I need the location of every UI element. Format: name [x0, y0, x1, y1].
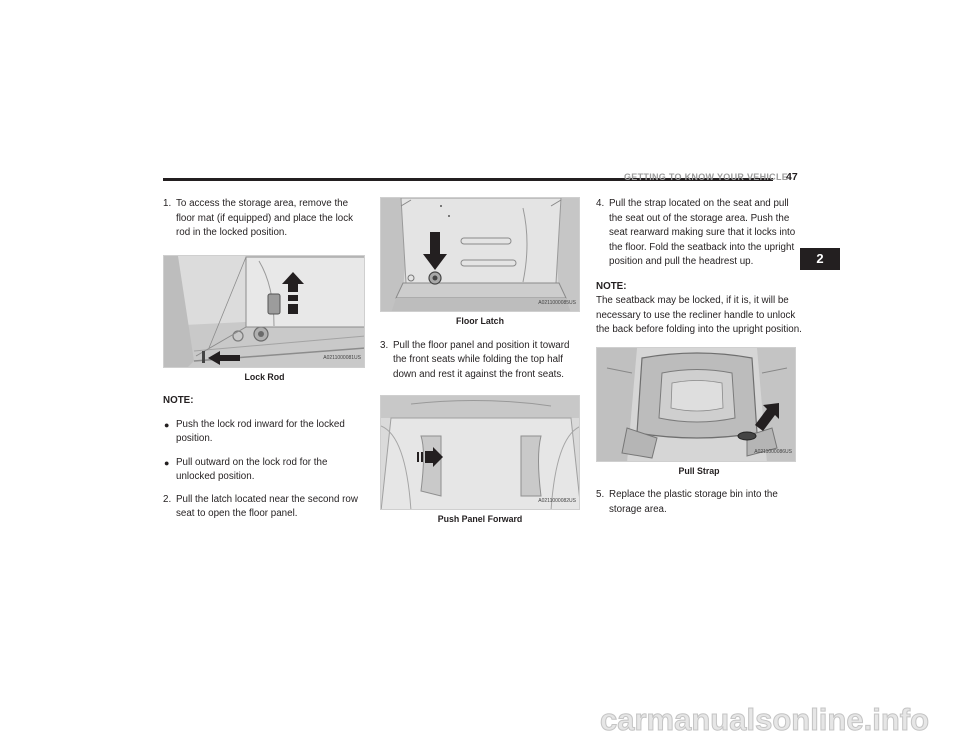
step-3 [380, 339, 580, 383]
figure-code: A0211000082US [538, 497, 576, 504]
column-3 [596, 197, 802, 517]
bullet-text: Pull outward on the lock rod for the unlocked position. [176, 456, 328, 482]
list-item [163, 456, 366, 485]
pull-strap-figure [596, 347, 796, 462]
figure-caption: Pull Strap [678, 465, 720, 476]
figure-caption: Floor Latch [456, 316, 504, 326]
figure-caption: Push Panel Forward [437, 514, 523, 524]
push-panel-figure [380, 395, 580, 510]
note-label: NOTE: [163, 395, 194, 406]
bullet-icon: ● [164, 419, 170, 430]
step-number: 4. [596, 198, 605, 209]
page-number: 47 [786, 171, 798, 183]
figure-code: A0211000086US [754, 449, 792, 455]
step-number: 5. [596, 489, 605, 500]
note [596, 280, 802, 338]
step-text: Pull the floor panel and position it toward the front seats while folding the top half down and rest it against the front seats. [393, 339, 570, 380]
floor-latch-figure [380, 197, 580, 312]
step-4 [596, 197, 802, 270]
section-title: GETTING TO KNOW YOUR VEHICLE [624, 172, 789, 182]
column-1 [163, 197, 366, 522]
note [163, 394, 366, 485]
chapter-tab[interactable]: 2 [800, 248, 840, 270]
step-number: 1. [163, 198, 172, 209]
note-label: NOTE: [596, 280, 627, 292]
step-number: 3. [380, 339, 389, 351]
column-2 [380, 197, 580, 527]
step-1 [163, 197, 366, 241]
step-text: Pull the latch located near the second row seat to open the floor panel. [176, 493, 358, 519]
figure-code: A0211000085US [538, 299, 576, 306]
step-text: Pull the strap located on the seat and pull the seat out of the storage area. Push the seat rearward making sure that it locks into the floor. Fold the seatback into the upright position and pull the headrest up. [609, 198, 796, 267]
step-text: To access the storage area, remove the floor mat (if equipped) and place the lock rod in the locked position. [176, 198, 353, 238]
step-2 [163, 493, 366, 522]
figure-caption: Lock Rod [244, 371, 285, 382]
step-text: Replace the plastic storage bin into the storage area. [609, 489, 778, 515]
bullet-text: Push the lock rod inward for the locked position. [176, 418, 345, 444]
list-item [163, 418, 366, 447]
bullet-icon: ● [164, 457, 170, 468]
watermark-text: carmanualsonline.info [600, 702, 930, 737]
lock-rod-figure [163, 255, 365, 368]
step-number: 2. [163, 493, 172, 505]
note-text: The seatback may be locked, if it is, it will be necessary to use the recliner handle to unlock the back before folding into the upright position. [596, 295, 802, 335]
watermark [596, 700, 942, 740]
figure-code: A0211000081US [323, 355, 361, 361]
step-5 [596, 488, 802, 517]
